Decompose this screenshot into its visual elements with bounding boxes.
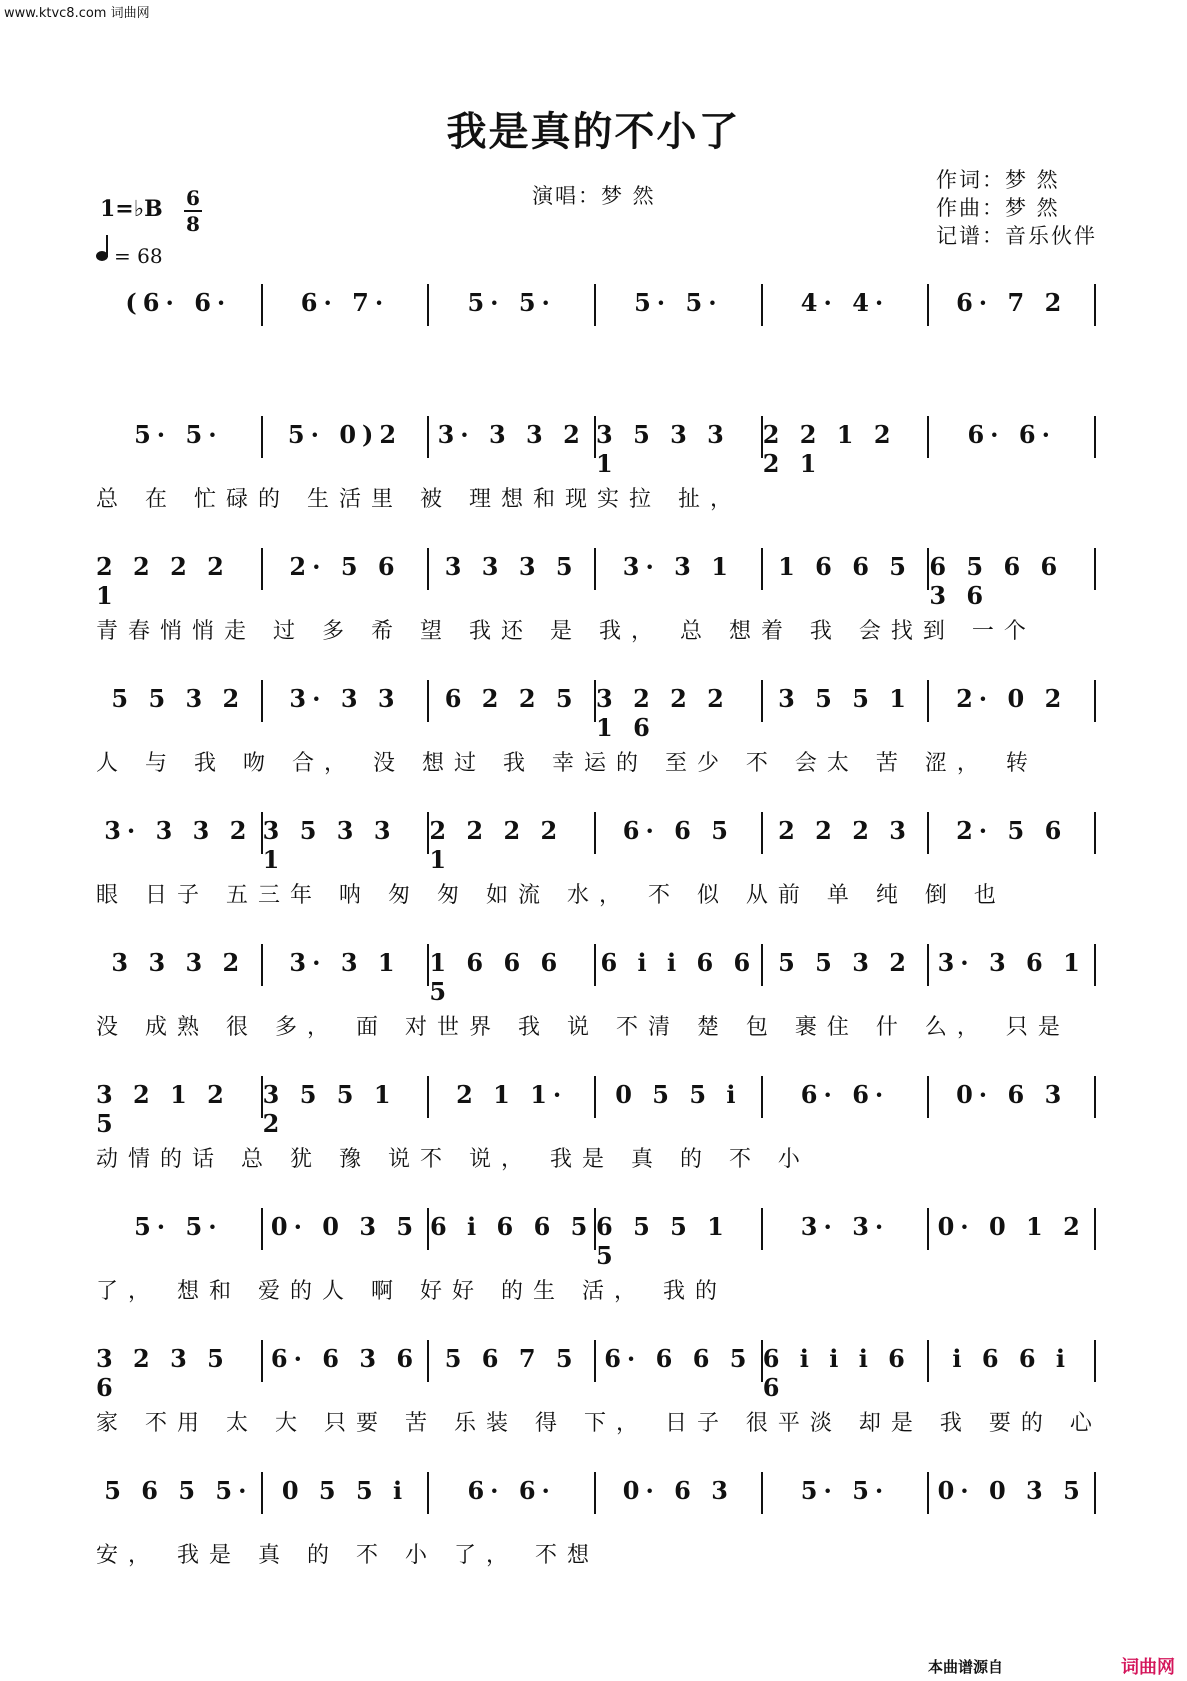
measure-notes: 2 2 2 2 1 bbox=[429, 816, 564, 874]
measure-notes: 6· 6 5 bbox=[622, 816, 734, 845]
measure bbox=[96, 1208, 261, 1258]
measure bbox=[429, 416, 594, 466]
lyrics-line: 人 与 我 吻 合， 没 想过 我 幸运的 至少 不 会太 苦 涩， 转 bbox=[96, 751, 1038, 776]
score-row bbox=[96, 658, 1096, 790]
measure-notes: 3 2 1 2 5 bbox=[96, 1080, 230, 1138]
measure bbox=[429, 812, 594, 874]
measure-notes: 6· 7· bbox=[300, 288, 390, 317]
source-label: 本曲谱源自 bbox=[927, 1658, 1003, 1676]
measure-notes: 4· 4· bbox=[800, 288, 890, 317]
notes-line bbox=[96, 416, 1096, 478]
bar-line bbox=[1094, 944, 1096, 986]
measure bbox=[429, 284, 594, 334]
measure-notes: 5· 5· bbox=[467, 288, 556, 317]
lyrics-line: 安， 我是 真 的 不 小 了， 不想 bbox=[96, 1543, 599, 1568]
measure bbox=[763, 944, 928, 994]
measure-notes: 0 5 5 i bbox=[615, 1080, 742, 1109]
measure-notes: 3 3 3 2 bbox=[111, 948, 246, 977]
measure bbox=[96, 680, 261, 730]
bar-line bbox=[1094, 284, 1096, 326]
measure bbox=[763, 1472, 928, 1522]
key-signature: 1=♭B bbox=[100, 196, 163, 222]
measure bbox=[263, 1472, 428, 1522]
jianpu-score bbox=[96, 262, 1102, 1582]
score-row bbox=[96, 790, 1096, 922]
measure bbox=[929, 548, 1094, 610]
measure-notes: 5· 5· bbox=[134, 420, 223, 449]
measure-notes: 6 i i 6 6 bbox=[600, 948, 757, 977]
measure-notes: 0· 6 3 bbox=[956, 1080, 1068, 1109]
measure bbox=[596, 548, 761, 598]
score-row bbox=[96, 1318, 1102, 1450]
measure-notes: 5· 0)2 bbox=[287, 420, 403, 449]
notes-line bbox=[96, 284, 1096, 334]
lyrics-line: 青春悄悄走 过 多 希 望 我还 是 我， 总 想着 我 会找到 一个 bbox=[96, 619, 1036, 644]
measure-notes: 6· 6 6 5 bbox=[604, 1344, 753, 1373]
measure-notes: 6 i 6 6 5 bbox=[430, 1212, 594, 1241]
singer-credit: 演唱：梦 然 bbox=[532, 184, 656, 208]
measure bbox=[429, 1472, 594, 1522]
measure bbox=[96, 548, 261, 610]
measure-notes: 2 2 2 2 1 bbox=[96, 552, 230, 610]
measure-notes: 0· 0 3 5 bbox=[270, 1212, 420, 1241]
measure bbox=[96, 284, 261, 334]
notes-line bbox=[96, 548, 1096, 610]
bar-line bbox=[1094, 416, 1096, 458]
measure bbox=[596, 1472, 761, 1522]
measure bbox=[596, 284, 761, 334]
measure bbox=[596, 1340, 761, 1390]
measure bbox=[429, 548, 594, 598]
measure-notes: 0· 0 1 2 bbox=[937, 1212, 1086, 1241]
measure bbox=[96, 1472, 261, 1522]
quarter-note-icon bbox=[96, 251, 108, 261]
measure-notes: i 6 6 i bbox=[952, 1344, 1072, 1373]
measure-notes: 3· 3 1 bbox=[622, 552, 734, 581]
measure bbox=[262, 1076, 428, 1138]
measure-notes: 6· 6· bbox=[967, 420, 1056, 449]
measure-notes: 5 6 5 5· bbox=[104, 1476, 253, 1505]
measure bbox=[429, 680, 594, 730]
measure bbox=[596, 944, 761, 994]
measure bbox=[763, 548, 928, 598]
time-top: 6 bbox=[186, 186, 200, 210]
measure bbox=[596, 1076, 761, 1126]
measure-notes: (6· 6· bbox=[125, 288, 232, 317]
measure-notes: 6 5 6 6 3 6 bbox=[929, 552, 1064, 610]
lyrics-line: 动情的话 总 犹 豫 说不 说， 我是 真 的 不 小 bbox=[96, 1147, 810, 1172]
measure-notes: 5· 5· bbox=[134, 1212, 223, 1241]
measure bbox=[96, 944, 261, 994]
notes-line bbox=[96, 1208, 1096, 1270]
bar-line bbox=[1094, 1208, 1096, 1250]
measure-notes: 6 5 5 1 5 bbox=[596, 1212, 730, 1270]
measure bbox=[263, 548, 428, 598]
measure bbox=[763, 1076, 928, 1126]
measure bbox=[429, 944, 594, 1006]
measure-notes: 6· 6 3 6 bbox=[270, 1344, 420, 1373]
score-row bbox=[96, 1186, 1096, 1318]
measure bbox=[263, 1340, 428, 1390]
bar-line bbox=[1094, 812, 1096, 854]
notes-line bbox=[96, 1340, 1096, 1402]
measure-notes: 3· 3 3 2 bbox=[437, 420, 586, 449]
measure-notes: 2· 0 2 bbox=[956, 684, 1068, 713]
lyrics-line: 家 不用 太 大 只要 苦 乐装 得 下， 日子 很平淡 却是 我 要的 心 bbox=[96, 1411, 1102, 1436]
measure-notes: 3 5 5 1 2 bbox=[262, 1080, 397, 1138]
measure-notes: 5· 5· bbox=[800, 1476, 890, 1505]
measure bbox=[763, 1208, 928, 1258]
measure bbox=[429, 1340, 594, 1390]
measure-notes: 0 5 5 i bbox=[281, 1476, 409, 1505]
site-watermark: www.ktvc8.com 词曲网 bbox=[4, 6, 150, 21]
measure bbox=[929, 680, 1094, 730]
measure-notes: 3 3 3 5 bbox=[444, 552, 579, 581]
measure-notes: 3 5 3 3 1 bbox=[596, 420, 730, 478]
measure bbox=[262, 812, 428, 874]
song-title: 我是真的不小了 bbox=[446, 108, 741, 155]
measure bbox=[929, 284, 1094, 334]
measure-notes: 6· 6· bbox=[800, 1080, 890, 1109]
notes-line bbox=[96, 1472, 1096, 1522]
notes-line bbox=[96, 812, 1096, 874]
measure-notes: 3· 3 6 1 bbox=[937, 948, 1086, 977]
measure-notes: 3 5 3 3 1 bbox=[262, 816, 397, 874]
measure bbox=[596, 812, 761, 862]
measure-notes: 3 2 2 2 1 6 bbox=[596, 684, 730, 742]
measure bbox=[263, 1208, 428, 1258]
notes-line bbox=[96, 944, 1096, 1006]
measure bbox=[763, 284, 928, 334]
measure bbox=[96, 812, 261, 862]
measure bbox=[929, 1340, 1094, 1390]
notes-line bbox=[96, 680, 1096, 742]
measure-notes: 6· 6· bbox=[467, 1476, 556, 1505]
measure bbox=[762, 1340, 928, 1402]
measure-notes: 3· 3 3 2 bbox=[104, 816, 253, 845]
measure bbox=[263, 416, 428, 466]
measure bbox=[763, 812, 928, 862]
lyrics-line: 眼 日子 五三年 呐 匆 匆 如流 水， 不 似 从前 单 纯 倒 也 bbox=[96, 883, 1006, 908]
lyricist-credit: 作词：梦 然 bbox=[936, 168, 1060, 192]
measure bbox=[96, 1076, 261, 1138]
measure-notes: 0· 6 3 bbox=[622, 1476, 734, 1505]
measure bbox=[263, 284, 428, 334]
lyrics-line: 了， 想和 爱的人 啊 好好 的生 活， 我的 bbox=[96, 1279, 727, 1304]
measure-notes: 3· 3 1 bbox=[289, 948, 401, 977]
measure-notes: 3 2 3 5 6 bbox=[96, 1344, 230, 1402]
measure-notes: 6 2 2 5 bbox=[444, 684, 579, 713]
time-bottom: 8 bbox=[186, 212, 200, 236]
notes-line bbox=[96, 1076, 1096, 1138]
bar-line bbox=[1094, 1340, 1096, 1382]
measure bbox=[929, 944, 1094, 994]
score-row bbox=[96, 262, 1096, 394]
measure-notes: 5· 5· bbox=[634, 288, 723, 317]
site-logo: 词曲网 bbox=[1121, 1657, 1175, 1678]
measure bbox=[929, 1076, 1094, 1126]
time-signature bbox=[184, 188, 202, 234]
transcriber-credit: 记谱：音乐伙伴 bbox=[936, 224, 1097, 248]
score-row bbox=[96, 526, 1096, 658]
score-row bbox=[96, 922, 1096, 1054]
measure-notes: 5 5 3 2 bbox=[111, 684, 246, 713]
measure-notes: 2 1 1· bbox=[456, 1080, 568, 1109]
score-row bbox=[96, 1054, 1096, 1186]
score-row bbox=[96, 394, 1096, 526]
measure-notes: 3 5 5 1 bbox=[778, 684, 912, 713]
measure bbox=[929, 1208, 1094, 1258]
measure-notes: 1 6 6 5 bbox=[778, 552, 912, 581]
measure bbox=[429, 1076, 594, 1126]
bar-line bbox=[1094, 680, 1096, 722]
measure bbox=[96, 1340, 261, 1402]
measure bbox=[96, 416, 261, 466]
measure bbox=[596, 1208, 761, 1270]
bar-line bbox=[1094, 1472, 1096, 1514]
tempo-value: = 68 bbox=[114, 244, 163, 268]
measure-notes: 0· 0 3 5 bbox=[937, 1476, 1086, 1505]
measure-notes: 1 6 6 6 5 bbox=[429, 948, 564, 1006]
measure-notes: 6 i i i 6 6 bbox=[762, 1344, 911, 1402]
bar-line bbox=[1094, 1076, 1096, 1118]
measure-notes: 2 2 2 3 bbox=[778, 816, 912, 845]
credits bbox=[936, 166, 1097, 250]
measure-notes: 5 5 3 2 bbox=[778, 948, 912, 977]
lyrics-line: 没 成熟 很 多， 面 对世界 我 说 不清 楚 包 裹住 什 么， 只是 bbox=[96, 1015, 1070, 1040]
measure bbox=[263, 944, 428, 994]
measure bbox=[429, 1208, 594, 1258]
score-row bbox=[96, 1450, 1096, 1582]
bar-line bbox=[1094, 548, 1096, 590]
measure-notes: 2· 5 6 bbox=[289, 552, 401, 581]
measure bbox=[929, 1472, 1094, 1522]
measure-notes: 2· 5 6 bbox=[956, 816, 1068, 845]
measure bbox=[762, 416, 928, 478]
measure bbox=[763, 680, 928, 730]
measure bbox=[596, 416, 761, 478]
measure-notes: 3· 3· bbox=[800, 1212, 890, 1241]
measure-notes: 2 2 1 2 2 1 bbox=[762, 420, 897, 478]
measure bbox=[596, 680, 761, 742]
measure bbox=[929, 812, 1094, 862]
measure bbox=[929, 416, 1094, 466]
measure-notes: 3· 3 3 bbox=[289, 684, 401, 713]
measure-notes: 5 6 7 5 bbox=[444, 1344, 579, 1373]
measure-notes: 6· 7 2 bbox=[956, 288, 1068, 317]
lyrics-line: 总 在 忙碌的 生活里 被 理想和现实拉 扯， bbox=[96, 487, 742, 512]
measure bbox=[263, 680, 428, 730]
composer-credit: 作曲：梦 然 bbox=[936, 196, 1060, 220]
